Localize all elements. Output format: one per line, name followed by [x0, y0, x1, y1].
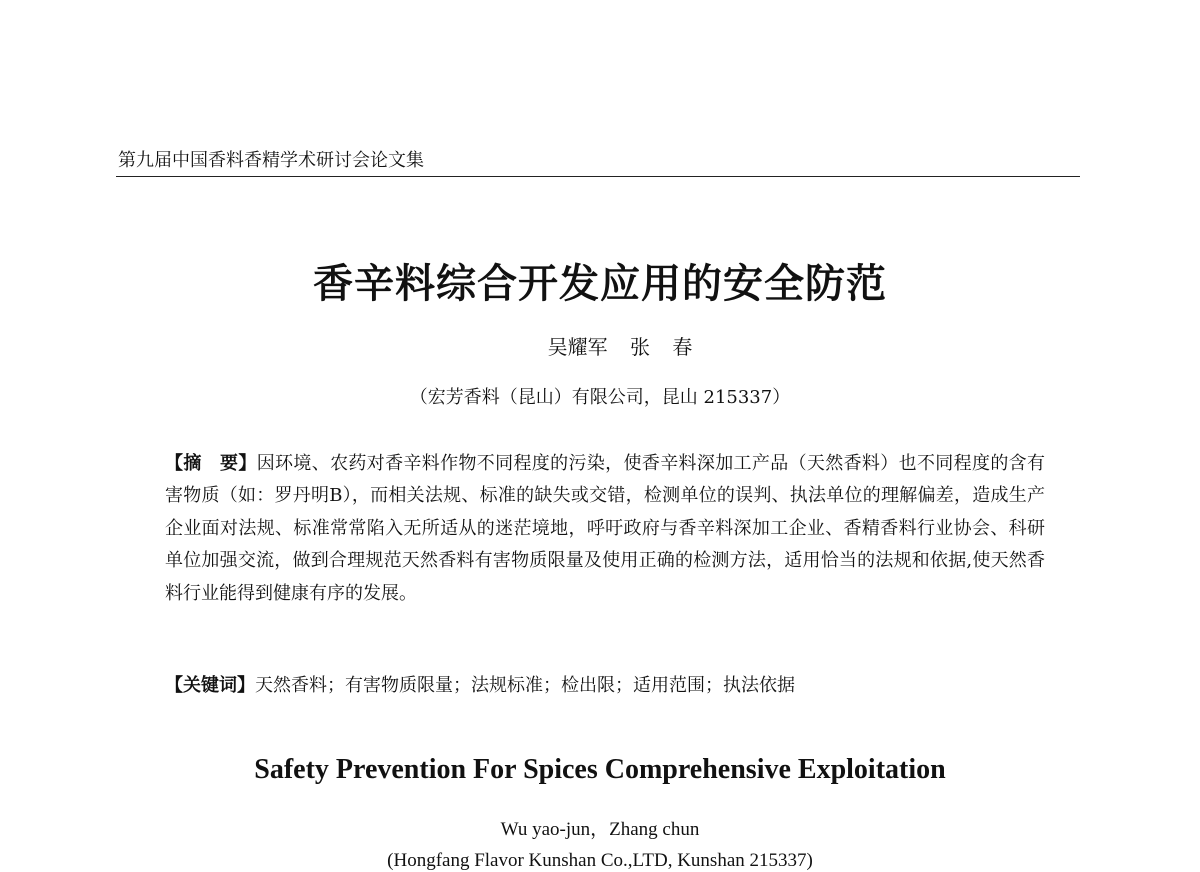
header-rule: [116, 176, 1080, 177]
affiliation-en: (Hongfang Flavor Kunshan Co.,LTD, Kunshan 215337): [387, 850, 813, 871]
keywords-text: 天然香料；有害物质限量；法规标准；检出限；适用范围；执法依据: [255, 675, 795, 696]
running-header: 第九届中国香料香精学术研讨会论文集: [118, 150, 424, 171]
abstract-label: 【摘 要】: [165, 453, 257, 474]
authors-en: Wu yao-jun，Zhang chun: [500, 819, 700, 840]
keywords: [165, 671, 1045, 701]
affiliation-cn: （宏芳香料（昆山）有限公司，昆山 215337）: [409, 387, 791, 408]
keywords-label: 【关键词】: [165, 675, 255, 696]
abstract-text: 因环境、农药对香辛料作物不同程度的污染，使香辛料深加工产品（天然香料）也不同程度的含有害物质（如：罗丹明B），而相关法规、标准的缺失或交错，检测单位的误判、执法单位的理解偏差，造成生产企业面对法规、标准常常陷入无所适从的迷茫境地，呼吁政府与香辛料深加工企业、香精香料行业协会、科研单位加强交流，做到合理规范天然香料有害物质限量及使用正确的检测方法，适用恰当的法规和依据,使天然香料行业能得到健康有序的发展。: [165, 453, 1045, 604]
paper-title-en: Safety Prevention For Spices Comprehensive Exploitation: [254, 754, 946, 785]
authors-cn: 吴耀军 张 春: [547, 335, 693, 359]
paper-title-cn: 香辛料综合开发应用的安全防范: [313, 261, 887, 307]
abstract: [165, 448, 1045, 610]
